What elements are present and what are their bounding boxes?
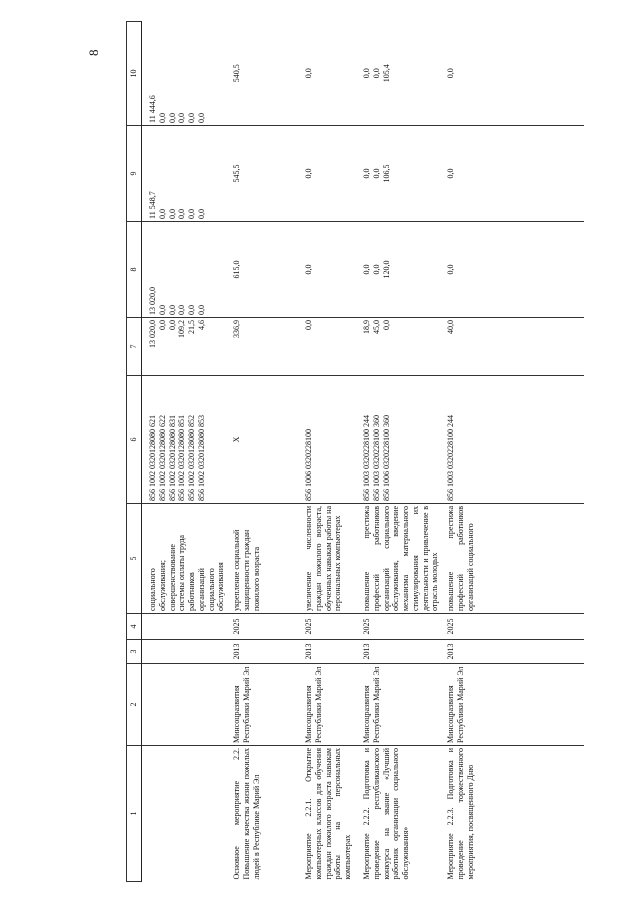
col-header-1: 1 xyxy=(127,746,142,882)
cell-col9: 11 548,7 0,0 0,0 0,0 0,0 0,0 xyxy=(142,126,227,222)
cell-start-year: 2013 xyxy=(298,640,356,664)
table-row xyxy=(356,22,440,882)
cell-col9: 0,0 xyxy=(440,126,584,222)
cell-executor: Минсоцразвития Республики Марий Эл xyxy=(226,664,298,746)
cell-budget-codes: 856 1006 0320228100 xyxy=(298,376,356,504)
cell-expected-result: увеличение численности граждан пожилого возраста, обученных навыкам работы на персональных компьютерах xyxy=(298,504,356,614)
cell-col8: 615,0 xyxy=(226,222,298,318)
col-header-2: 2 xyxy=(127,664,142,746)
cell-budget-codes: 856 1003 0320228100 244 xyxy=(440,376,584,504)
cell-col5: социального обслуживания; совершенствование системы оплаты труда работников организаций социального обслуживания xyxy=(142,504,227,614)
table-row xyxy=(298,22,356,882)
cell-executor: Минсоцразвития Республики Марий Эл xyxy=(356,664,440,746)
cell-executor: Минсоцразвития Республики Марий Эл xyxy=(298,664,356,746)
col-header-7: 7 xyxy=(127,318,142,376)
cell-end-year: 2025 xyxy=(226,614,298,640)
col-header-4: 4 xyxy=(127,614,142,640)
cell-col10: 0,0 0,0 105,4 xyxy=(356,22,440,126)
cell-start-year: 2013 xyxy=(226,640,298,664)
cell-col10: 11 444,6 0,0 0,0 0,0 0,0 0,0 xyxy=(142,22,227,126)
cell-col8: 0,0 xyxy=(440,222,584,318)
cell-col8: 0,0 xyxy=(298,222,356,318)
table-row-continuation xyxy=(142,22,227,882)
cell-end-year: 2025 xyxy=(440,614,584,640)
col-header-6: 6 xyxy=(127,376,142,504)
cell-col7: 336,9 xyxy=(226,318,298,376)
cell-measure-name: Мероприятие 2.2.3. Подготовка и проведение торжественного мероприятия, посвященного Дню xyxy=(446,748,475,880)
cell-expected-result: повышение престижа профессий работников организаций социального обслуживания, введение механизма материального стимулирования их деятельности и привлечение в отрасль молодых xyxy=(356,504,440,614)
col-header-3: 3 xyxy=(127,640,142,664)
cell-col8: 13 020,0 0,0 0,0 0,0 0,0 0,0 xyxy=(142,222,227,318)
cell-col10: 0,0 xyxy=(298,22,356,126)
cell-end-year: 2025 xyxy=(298,614,356,640)
cell-expected-result: повышение престижа профессий работников организаций социального xyxy=(440,504,584,614)
table-row xyxy=(226,22,298,882)
col-header-5: 5 xyxy=(127,504,142,614)
cell-budget-codes: Х xyxy=(226,376,298,504)
cell-col7: 0,0 xyxy=(298,318,356,376)
col-header-9: 9 xyxy=(127,126,142,222)
cell-col9: 0,0 xyxy=(298,126,356,222)
cell-measure-name: Основное мероприятие 2.2. Повышение качества жизни пожилых людей в Республике Марий Эл xyxy=(232,748,261,880)
cell-start-year: 2013 xyxy=(440,640,584,664)
cell-col7: 13 020,0 0,0 0,0 109,2 21,5 4,6 xyxy=(142,318,227,376)
table-row xyxy=(440,22,584,882)
cell-col8: 0,0 0,0 120,0 xyxy=(356,222,440,318)
cell-budget-codes: 856 1002 0320128080 621 856 1002 0320128080 622 856 1002 0320128080 831 856 1002 0320128080 851 856 1002 0320128080 852 856 1002 0320128080 853 xyxy=(142,376,227,504)
rotated-table-container xyxy=(126,22,611,882)
cell-start-year: 2013 xyxy=(356,640,440,664)
col-header-10: 10 xyxy=(127,22,142,126)
cell-end-year: 2025 xyxy=(356,614,440,640)
cell-col10: 540,5 xyxy=(226,22,298,126)
cell-measure-name: Мероприятие 2.2.1. Открытие компьютерных классов для обучения граждан пожилого возраста навыкам работы на персональных компьютерах xyxy=(304,748,352,880)
cell-budget-codes: 856 1003 0320228100 244 856 1003 0320228100 360 856 1006 0320228100 360 xyxy=(356,376,440,504)
cell-col9: 0,0 0,0 106,5 xyxy=(356,126,440,222)
cell-executor: Минсоцразвития Республики Марий Эл xyxy=(440,664,584,746)
cell-col10: 0,0 xyxy=(440,22,584,126)
column-number-row xyxy=(127,22,142,882)
cell-expected-result: укрепление социальной защищенности граждан пожилого возраста xyxy=(226,504,298,614)
cell-measure-name: Мероприятие 2.2.2. Подготовка и проведение республиканского конкурса на звание «Лучший работник организации социального обслуживания» xyxy=(362,748,410,880)
cell-col9: 545,5 xyxy=(226,126,298,222)
page-number: 8 xyxy=(86,49,101,56)
cell-col7: 18,9 45,0 0,0 xyxy=(356,318,440,376)
cell-col7: 40,0 xyxy=(440,318,584,376)
col-header-8: 8 xyxy=(127,222,142,318)
program-table xyxy=(126,21,584,882)
